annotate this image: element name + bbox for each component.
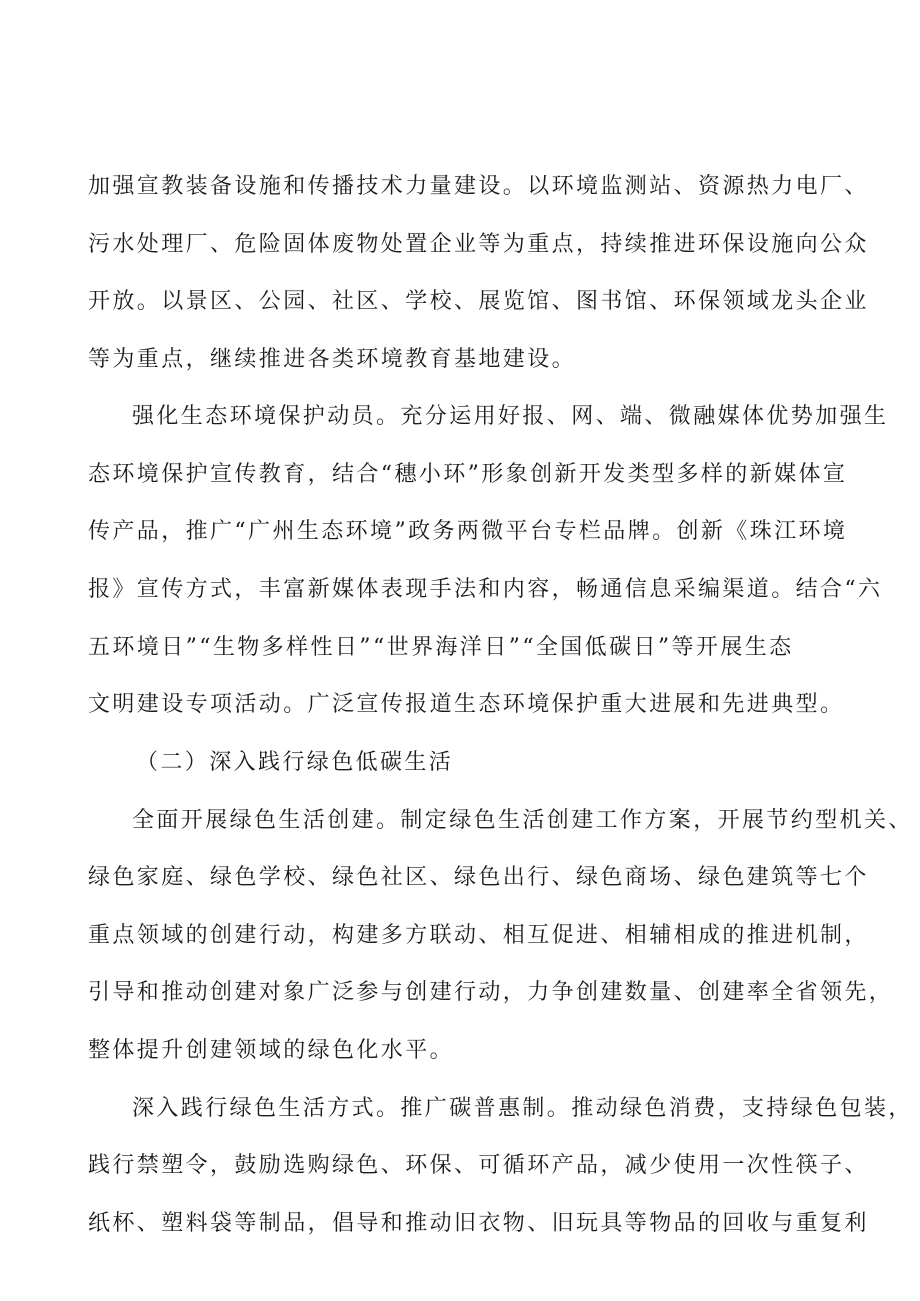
body-text-line: 等为重点，继续推进各类环境教育基地建设。 bbox=[88, 347, 577, 372]
paragraph-first-line: 深入践行绿色生活方式。推广碳普惠制。推动绿色消费，支持绿色包装， bbox=[132, 1096, 913, 1121]
body-text-line: 五环境日”“生物多样性日”“世界海洋日”“全国低碳日”等开展生态 bbox=[88, 635, 794, 660]
section-heading: （二）深入践行绿色低碳生活 bbox=[136, 750, 454, 775]
body-text-line: 文明建设专项活动。广泛宣传报道生态环境保护重大进展和先进典型。 bbox=[88, 692, 845, 717]
body-text-line: 引导和推动创建对象广泛参与创建行动，力争创建数量、创建率全省领先， bbox=[88, 980, 894, 1005]
paragraph-first-line: 强化生态环境保护动员。充分运用好报、网、端、微融媒体优势加强生 bbox=[132, 404, 889, 429]
body-text-line: 报》宣传方式，丰富新媒体表现手法和内容，畅通信息采编渠道。结合“六 bbox=[88, 577, 883, 602]
body-text-line: 整体提升创建领域的绿色化水平。 bbox=[88, 1038, 455, 1063]
body-text-line: 重点领域的创建行动，构建多方联动、相互促进、相辅相成的推进机制， bbox=[88, 923, 869, 948]
body-text-line: 污水处理厂、危险固体废物处置企业等为重点，持续推进环保设施向公众 bbox=[88, 232, 869, 257]
body-text-line: 态环境保护宣传教育，结合“穗小环”形象创新开发类型多样的新媒体宣 bbox=[88, 462, 848, 487]
body-text-line: 开放。以景区、公园、社区、学校、展览馆、图书馆、环保领域龙头企业 bbox=[88, 289, 869, 314]
body-text-line: 纸杯、塑料袋等制品，倡导和推动旧衣物、旧玩具等物品的回收与重复利 bbox=[88, 1211, 869, 1236]
paragraph-first-line: 全面开展绿色生活创建。制定绿色生活创建工作方案，开展节约型机关、 bbox=[132, 808, 913, 833]
body-text-line: 践行禁塑令，鼓励选购绿色、环保、可循环产品，减少使用一次性筷子、 bbox=[88, 1153, 869, 1178]
body-text-line: 传产品，推广“广州生态环境”政务两微平台专栏品牌。创新《珠江环境 bbox=[88, 519, 848, 544]
body-text-line: 加强宣教装备设施和传播技术力量建设。以环境监测站、资源热力电厂、 bbox=[88, 174, 869, 199]
body-text-line: 绿色家庭、绿色学校、绿色社区、绿色出行、绿色商场、绿色建筑等七个 bbox=[88, 865, 869, 890]
